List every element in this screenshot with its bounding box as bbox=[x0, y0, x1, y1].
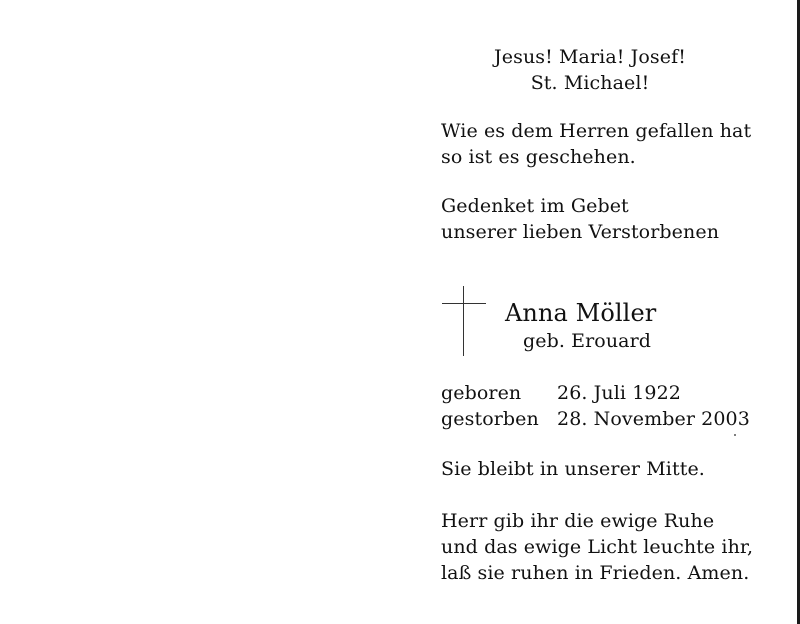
born-label: geboren bbox=[441, 382, 522, 404]
died-label: gestorben bbox=[441, 408, 539, 430]
cross-horizontal-bar bbox=[442, 303, 486, 304]
verse1-line-2: so ist es geschehen. bbox=[441, 146, 636, 168]
prayer-line-1: Herr gib ihr die ewige Ruhe bbox=[441, 510, 715, 532]
verse2-line-1: Gedenket im Gebet bbox=[441, 195, 629, 217]
header-line-2: St. Michael! bbox=[530, 72, 650, 94]
cross-vertical-bar bbox=[463, 286, 464, 356]
print-speck bbox=[734, 434, 736, 436]
deceased-name: Anna Möller bbox=[505, 299, 657, 327]
statement-text: Sie bleibt in unserer Mitte. bbox=[441, 458, 705, 480]
verse1-line-1: Wie es dem Herren gefallen hat bbox=[441, 120, 752, 142]
born-date: 26. Juli 1922 bbox=[557, 382, 681, 404]
deceased-maiden-name: geb. Erouard bbox=[523, 330, 652, 352]
header-line-1: Jesus! Maria! Josef! bbox=[494, 46, 686, 68]
verse2-line-2: unserer lieben Verstorbenen bbox=[441, 221, 720, 243]
prayer-line-3: laß sie ruhen in Frieden. Amen. bbox=[441, 562, 750, 584]
prayer-line-2: und das ewige Licht leuchte ihr, bbox=[441, 536, 754, 558]
died-date: 28. November 2003 bbox=[557, 408, 750, 430]
